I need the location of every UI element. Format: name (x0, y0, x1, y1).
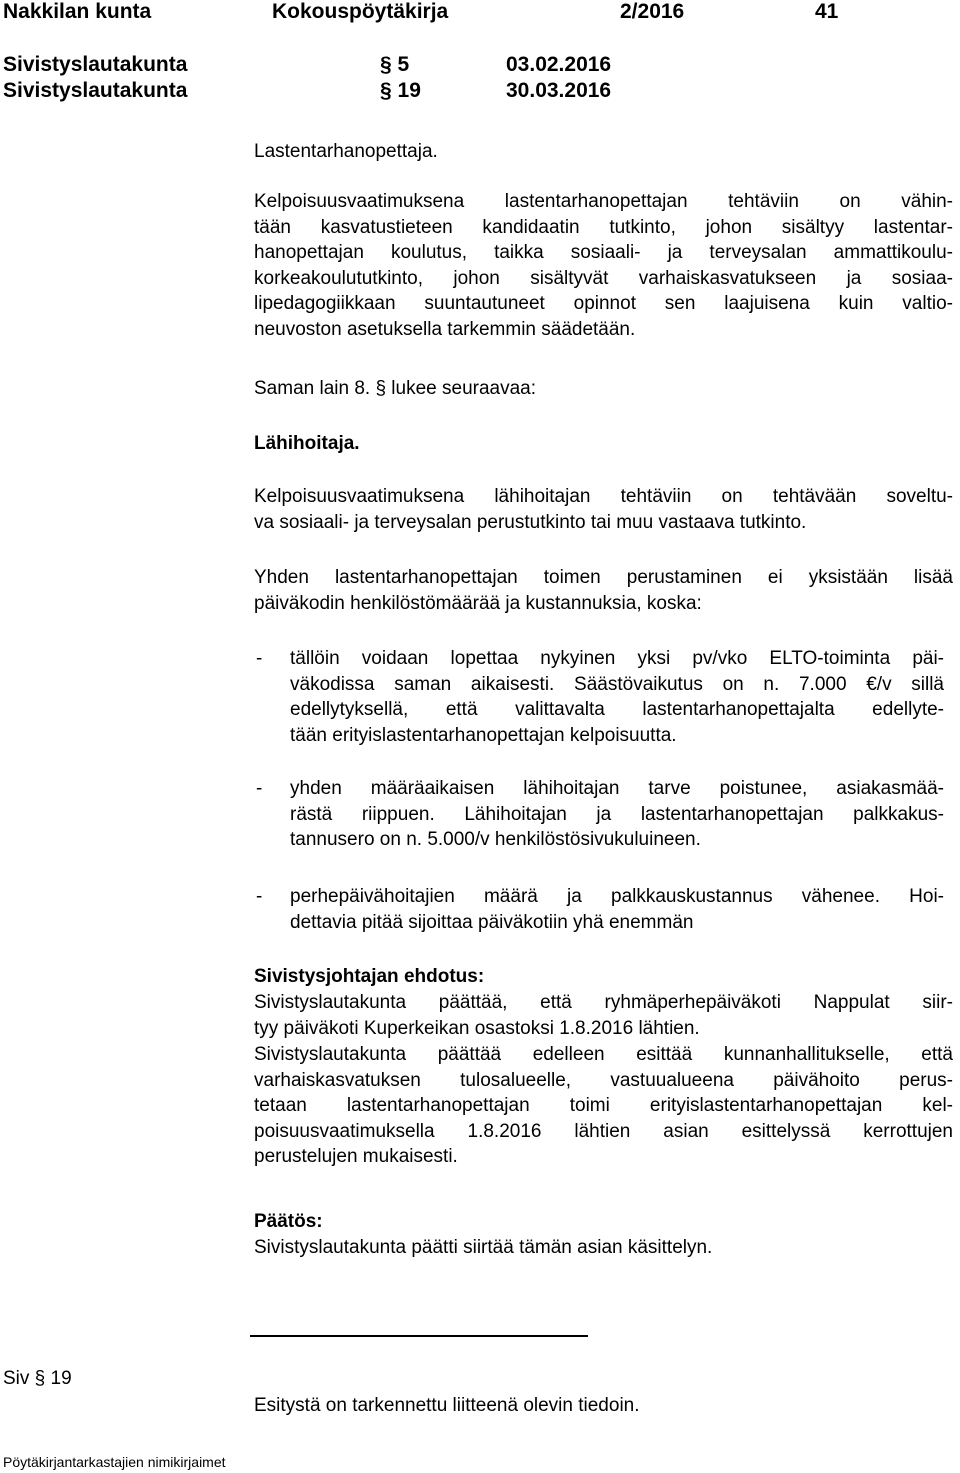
document-type: Kokouspöytäkirja (272, 0, 449, 23)
lh-paragraph: Kelpoisuusvaatimuksena lähihoitajan tehtäviin on tehtävään soveltu- va sosiaali- ja terveysalan perustutkinto tai muu vastaava tutkinto. (254, 486, 953, 533)
bullet-item: tällöin voidaan lopettaa nykyinen yksi pv/vko ELTO-toiminta päi- väkodissa saman aikaisesti. Säästövaikutus on n. 7.000 €/v sillä edellytyksellä, että valittavalta lastentarhanopettajalta edellyte- tään erityislastentarhanopettajan kelpoisuutta. (290, 648, 944, 746)
proposal-paragraph: Sivistyslautakunta päättää edelleen esittää kunnanhallitukselle, että varhaiskasvatuksen tulosalueelle, vastuualueena päivähoito perus- tetaan lastentarhanopettajan toimi erityislastentarhanopettajan kel- poisuusvaatimuksella 1.8.2016 lähtien asian esittelyssä kerrottujen perustelujen mukaisesti. (254, 1044, 953, 1168)
bullet-dash: - (256, 886, 263, 907)
proposal-paragraph: Sivistyslautakunta päättää, että ryhmäperhepäiväkoti Nappulat siir- tyy päiväkoti Kuperkeikan osastoksi 1.8.2016 lähtien. (254, 992, 953, 1039)
meeting-number: 2/2016 (620, 0, 685, 23)
board-name: Sivistyslautakunta (3, 79, 188, 102)
meeting-date: 03.02.2016 (506, 53, 612, 76)
second-handling-text: Esitystä on tarkennettu liitteenä olevin tiedoin. (254, 1395, 640, 1416)
section-number: § 5 (380, 53, 410, 76)
bullet-item: yhden määräaikaisen lähihoitajan tarve poistunee, asiakasmää- rästä riippuen. Lähihoitajan ja lastentarhanopettajan palkkakus- tannusero on n. 5.000/v henkilöstösivukuluineen. (290, 778, 944, 851)
bullet-item: perhepäivähoitajien määrä ja palkkauskustannus vähenee. Hoi- dettavia pitää sijoittaa päiväkotiin yhä enemmän (290, 886, 944, 933)
board-name: Sivistyslautakunta (3, 53, 188, 76)
decision-text: Sivistyslautakunta päätti siirtää tämän asian käsittelyn. (254, 1237, 713, 1258)
section-reference-siv19: Siv § 19 (3, 1368, 72, 1389)
footer-signatures-label: Pöytäkirjantarkastajien nimikirjaimet (3, 1454, 226, 1470)
lh-heading: Lähihoitaja. (254, 433, 360, 454)
municipality-name: Nakkilan kunta (3, 0, 152, 23)
meeting-date: 30.03.2016 (506, 79, 612, 102)
section-reference: Saman lain 8. § lukee seuraavaa: (254, 378, 537, 399)
decision-heading: Päätös: (254, 1211, 323, 1232)
proposal-heading: Sivistysjohtajan ehdotus: (254, 966, 485, 987)
page-number: 41 (815, 0, 839, 23)
lto-paragraph: Kelpoisuusvaatimuksena lastentarhanopettajan tehtäviin on vähin- tään kasvatustieteen kandidaatin tutkinto, johon sisältyy lastentar- hanopettajan koulutus, taikka sosiaali- ja terveysalan ammattikoulu- korkeakoulututkinto, johon sisältyvät varhaiskasvatukseen ja sosiaa- lipedagogiikkaan suuntautuneet opinnot sen laajuisena kuin valtio- neuvoston asetuksella tarkemmin säädetään. (254, 191, 953, 340)
lto-heading: Lastentarhanopettaja. (254, 141, 438, 162)
section-number: § 19 (380, 79, 421, 102)
bullet-dash: - (256, 648, 263, 669)
bullet-dash: - (256, 778, 263, 799)
signature-line (250, 1335, 588, 1337)
intro-paragraph: Yhden lastentarhanopettajan toimen perustaminen ei yksistään lisää päiväkodin henkilöstömäärää ja kustannuksia, koska: (254, 567, 953, 614)
